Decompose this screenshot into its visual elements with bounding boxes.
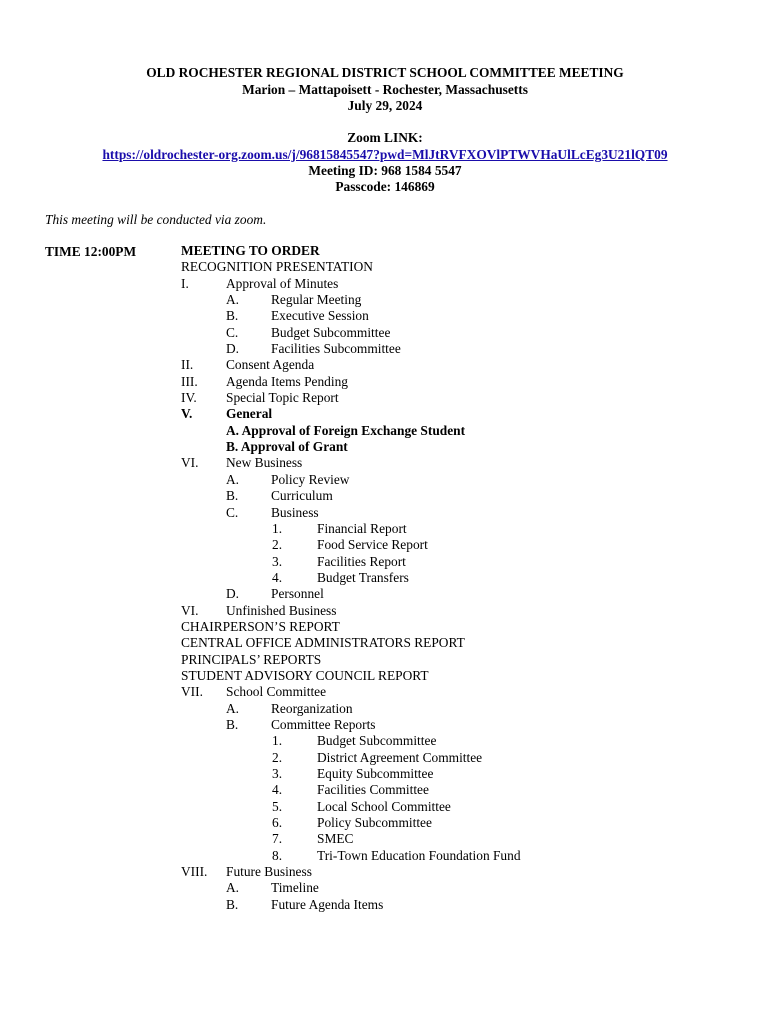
agenda-item	[181, 521, 741, 537]
agenda-item	[181, 766, 741, 782]
agenda-item-text: Approval of Minutes	[226, 275, 339, 291]
agenda-item	[181, 455, 741, 471]
agenda-item-text: Business	[271, 504, 319, 520]
agenda-item	[181, 848, 741, 864]
agenda-item-text: PRINCIPALS’ REPORTS	[181, 651, 322, 667]
agenda-item-number: IV.	[181, 390, 197, 406]
document-title: OLD ROCHESTER REGIONAL DISTRICT SCHOOL COMMITTEE MEETING	[146, 65, 624, 80]
agenda-list	[181, 243, 741, 913]
agenda-item	[181, 390, 741, 406]
agenda-item-number: 1.	[272, 520, 283, 536]
agenda-item	[181, 652, 741, 668]
agenda-item-text: CHAIRPERSON’S REPORT	[181, 618, 340, 634]
agenda-item-number: VII.	[181, 684, 203, 700]
agenda-item-number: D.	[226, 341, 240, 357]
agenda-item	[181, 554, 741, 570]
agenda-item-text: Food Service Report	[317, 537, 428, 553]
agenda-item-text: School Committee	[226, 684, 327, 700]
agenda-item	[181, 439, 741, 455]
towns-line: Marion – Mattapoisett - Rochester, Massachusetts	[242, 82, 528, 97]
agenda-item-number: I.	[181, 275, 189, 291]
agenda-item	[181, 308, 741, 324]
zoom-label: Zoom LINK:	[347, 130, 423, 145]
agenda-item-number: A.	[226, 700, 240, 716]
agenda-item	[181, 684, 741, 700]
agenda-item-text: General	[226, 406, 273, 422]
agenda-item-text: Curriculum	[271, 488, 333, 504]
zoom-note: This meeting will be conducted via zoom.	[45, 212, 267, 227]
agenda-item-number: C.	[226, 324, 239, 340]
agenda-item-text: SMEC	[317, 831, 354, 847]
agenda-item	[181, 505, 741, 521]
agenda-item-number: B.	[226, 308, 239, 324]
agenda-item	[181, 374, 741, 390]
agenda-item	[181, 668, 741, 684]
agenda-item-number: C.	[226, 504, 239, 520]
agenda-item-text: Regular Meeting	[271, 292, 362, 308]
agenda-item	[181, 292, 741, 308]
agenda-item	[181, 537, 741, 553]
agenda-item-number: 4.	[272, 782, 283, 798]
agenda-item-text: Agenda Items Pending	[226, 373, 348, 389]
agenda-item	[181, 488, 741, 504]
agenda-item-text: Facilities Committee	[317, 782, 429, 798]
agenda-item-number: 3.	[272, 766, 283, 781]
agenda-item	[181, 635, 741, 651]
agenda-item-text: STUDENT ADVISORY COUNCIL REPORT	[181, 667, 429, 683]
agenda-item	[181, 357, 741, 373]
agenda-item	[181, 750, 741, 766]
agenda-item-text: New Business	[226, 455, 303, 471]
agenda-item-number: V.	[181, 406, 193, 422]
agenda-item-number: B.	[226, 716, 239, 732]
agenda-item-text: CENTRAL OFFICE ADMINISTRATORS REPORT	[181, 635, 465, 651]
agenda-item	[181, 325, 741, 341]
agenda-item-number: 5.	[272, 798, 283, 814]
agenda-item-number: 6.	[272, 815, 283, 831]
agenda-item-text: Tri-Town Education Foundation Fund	[317, 847, 521, 863]
agenda-item-text: Consent Agenda	[226, 357, 315, 373]
agenda-item-text: Reorganization	[271, 700, 353, 716]
agenda-item-number: VI.	[181, 602, 199, 618]
agenda-item-text: Facilities Subcommittee	[271, 341, 401, 357]
agenda-item	[181, 733, 741, 749]
agenda-item-number: 7.	[272, 831, 283, 847]
agenda-item	[181, 782, 741, 798]
agenda-item	[181, 570, 741, 586]
agenda-item-text: Budget Subcommittee	[317, 733, 437, 749]
agenda-item-text: Committee Reports	[271, 716, 376, 732]
agenda-item-text: Policy Subcommittee	[317, 815, 432, 831]
agenda-item-text: Budget Transfers	[317, 569, 409, 585]
agenda-item	[181, 603, 741, 619]
agenda-item-text: Facilities Report	[317, 553, 406, 569]
meeting-time: TIME 12:00PM	[45, 244, 137, 259]
agenda-item	[181, 276, 741, 292]
agenda-item	[181, 341, 741, 357]
agenda-item	[181, 880, 741, 896]
agenda-item	[181, 897, 741, 913]
agenda-item-number: 4.	[272, 569, 283, 585]
agenda-item	[181, 243, 741, 259]
agenda-item-number: 8.	[272, 847, 283, 863]
agenda-item	[181, 864, 741, 880]
agenda-item-text: Executive Session	[271, 308, 369, 324]
agenda-item-number: A.	[226, 880, 240, 896]
zoom-link-line	[0, 146, 770, 163]
agenda-item	[181, 586, 741, 602]
agenda-item	[181, 619, 741, 635]
zoom-link[interactable]: https://oldrochester-org.zoom.us/j/96815845547?pwd=MlJtRVFXOVlPTWVHaUlLcEg3U21lQT09	[102, 147, 668, 162]
agenda-item-number: 2.	[272, 749, 283, 765]
agenda-item-text: Future Business	[226, 864, 312, 880]
agenda-item	[181, 701, 741, 717]
agenda-item-text: A. Approval of Foreign Exchange Student	[226, 422, 466, 438]
agenda-item-text: Budget Subcommittee	[271, 324, 391, 340]
agenda-item-number: II.	[181, 357, 194, 373]
agenda-item	[181, 815, 741, 831]
agenda-item-number: 1.	[272, 733, 283, 749]
agenda-item-text: Timeline	[271, 880, 319, 896]
agenda-item-text: MEETING TO ORDER	[181, 243, 320, 258]
agenda-item-text: Special Topic Report	[226, 390, 339, 406]
agenda-item-text: District Agreement Committee	[317, 749, 483, 765]
meeting-date: July 29, 2024	[347, 98, 423, 113]
agenda-item	[181, 259, 741, 275]
agenda-item-text: Future Agenda Items	[271, 896, 384, 912]
agenda-item	[181, 472, 741, 488]
agenda-item-number: VIII.	[181, 864, 208, 880]
agenda-item-number: B.	[226, 488, 239, 504]
agenda-item-text: Financial Report	[317, 520, 407, 536]
agenda-item	[181, 831, 741, 847]
agenda-item-text: Personnel	[271, 586, 324, 602]
agenda-item-number: III.	[181, 373, 198, 389]
agenda-item-number: B.	[226, 896, 239, 912]
agenda-item-number: 3.	[272, 553, 283, 569]
agenda-item	[181, 423, 741, 439]
agenda-item-number: D.	[226, 586, 240, 602]
agenda-item-number: A.	[226, 292, 240, 308]
agenda-item-number: VI.	[181, 455, 199, 471]
agenda-item-text: Equity Subcommittee	[317, 766, 434, 781]
agenda-item-number: A.	[226, 471, 240, 487]
agenda-item-text: Policy Review	[271, 471, 350, 487]
agenda-item-text: Local School Committee	[317, 798, 451, 814]
passcode: Passcode: 146869	[335, 179, 435, 194]
agenda-item-text: Unfinished Business	[226, 602, 337, 618]
agenda-item	[181, 717, 741, 733]
agenda-item-number: 2.	[272, 537, 283, 553]
meeting-id: Meeting ID: 968 1584 5547	[308, 163, 462, 178]
agenda-item-text: RECOGNITION PRESENTATION	[181, 259, 373, 275]
agenda-item	[181, 799, 741, 815]
agenda-item-text: B. Approval of Grant	[226, 439, 348, 455]
agenda-item	[181, 406, 741, 422]
